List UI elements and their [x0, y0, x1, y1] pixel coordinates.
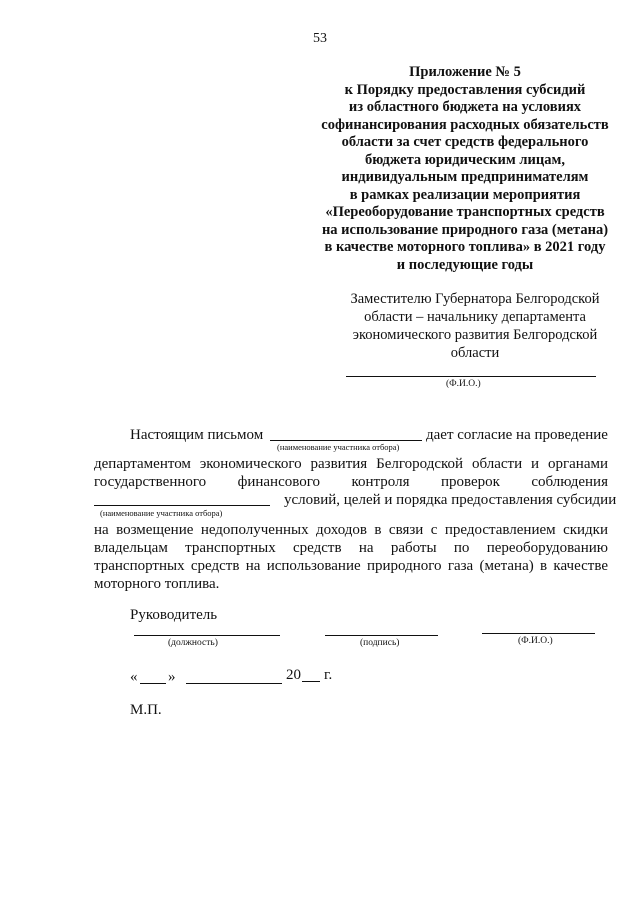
body-word: на [358, 540, 374, 556]
date-year-blank [302, 681, 320, 682]
body-line5: на возмещение недополученных доходов в связи с предоставлением скидки [94, 522, 608, 538]
body-word: проверок [440, 474, 500, 490]
appendix-line: на использование природного газа (метана) [321, 221, 609, 238]
participant-blank-1 [270, 440, 422, 441]
appendix-line: и последующие годы [396, 256, 534, 273]
date-day-blank [140, 683, 166, 684]
body-line7: транспортных средств на использование природного газа (метана) в качестве [94, 558, 608, 574]
appendix-line: софинансирования расходных обязательств [321, 116, 609, 133]
fio-caption: (Ф.И.О.) [518, 636, 553, 646]
appendix-line: в рамках реализации мероприятия [349, 186, 581, 203]
body-line4-end: условий, целей и порядка предоставления субсидии [284, 492, 617, 508]
stamp-label: М.П. [130, 702, 162, 718]
body-word: контроля [351, 474, 410, 490]
participant-caption-2: (наименование участника отбора) [100, 508, 223, 518]
signature-line [325, 635, 438, 636]
signature-caption: (подпись) [360, 638, 400, 648]
appendix-header [290, 64, 640, 274]
date-month-blank [186, 683, 282, 684]
body-word: транспортных [185, 540, 276, 556]
body-word: владельцам [94, 540, 168, 556]
body-word: государственного [94, 474, 207, 490]
appendix-line: к Порядку предоставления субсидий [344, 81, 586, 98]
body-line8: моторного топлива. [94, 576, 220, 592]
appendix-line: бюджета юридическим лицам, [365, 151, 565, 168]
body-word: соблюдения [531, 474, 608, 490]
date-year-prefix: 20 [286, 667, 301, 683]
body-line1-start: Настоящим письмом [130, 427, 264, 443]
body-word: по [453, 540, 470, 556]
addressee-fio-line [346, 376, 596, 377]
head-label: Руководитель [130, 607, 218, 623]
appendix-line: области за счет средств федерального [341, 134, 589, 150]
appendix-line: в качестве моторного топлива» в 2021 году [324, 239, 606, 255]
participant-caption-1: (наименование участника отбора) [277, 442, 400, 452]
participant-blank-2 [94, 505, 270, 506]
addressee-line: области – начальнику департамента [364, 309, 586, 325]
addressee-line: области [450, 345, 500, 361]
date-quote-close: » [168, 669, 176, 685]
page-number: 53 [313, 31, 327, 46]
body-word: переоборудованию [486, 540, 608, 556]
body-word: финансового [237, 474, 321, 490]
addressee-line: экономического развития Белгородской [352, 327, 598, 343]
addressee-block [300, 290, 640, 362]
position-line [134, 635, 280, 636]
body-word: средств [293, 540, 342, 556]
appendix-line: «Переоборудование транспортных средств [325, 204, 605, 220]
body-line3 [94, 473, 608, 491]
body-line1-end: дает согласие на проведение [426, 427, 608, 443]
fio-line [482, 633, 595, 634]
date-quote-open: « [130, 669, 138, 685]
body-line6 [94, 539, 608, 557]
appendix-line: индивидуальным предпринимателям [341, 169, 589, 185]
addressee-line: Заместителю Губернатора Белгородской [350, 291, 600, 307]
body-word: работы [390, 540, 437, 556]
appendix-line: из областного бюджета на условиях [348, 99, 582, 115]
date-year-suffix: г. [324, 667, 333, 683]
addressee-fio-caption: (Ф.И.О.) [446, 379, 481, 389]
position-caption: (должность) [168, 638, 218, 648]
appendix-line: Приложение № 5 [409, 64, 521, 80]
body-line2: департаментом экономического развития Белгородской области и органами [94, 456, 608, 472]
